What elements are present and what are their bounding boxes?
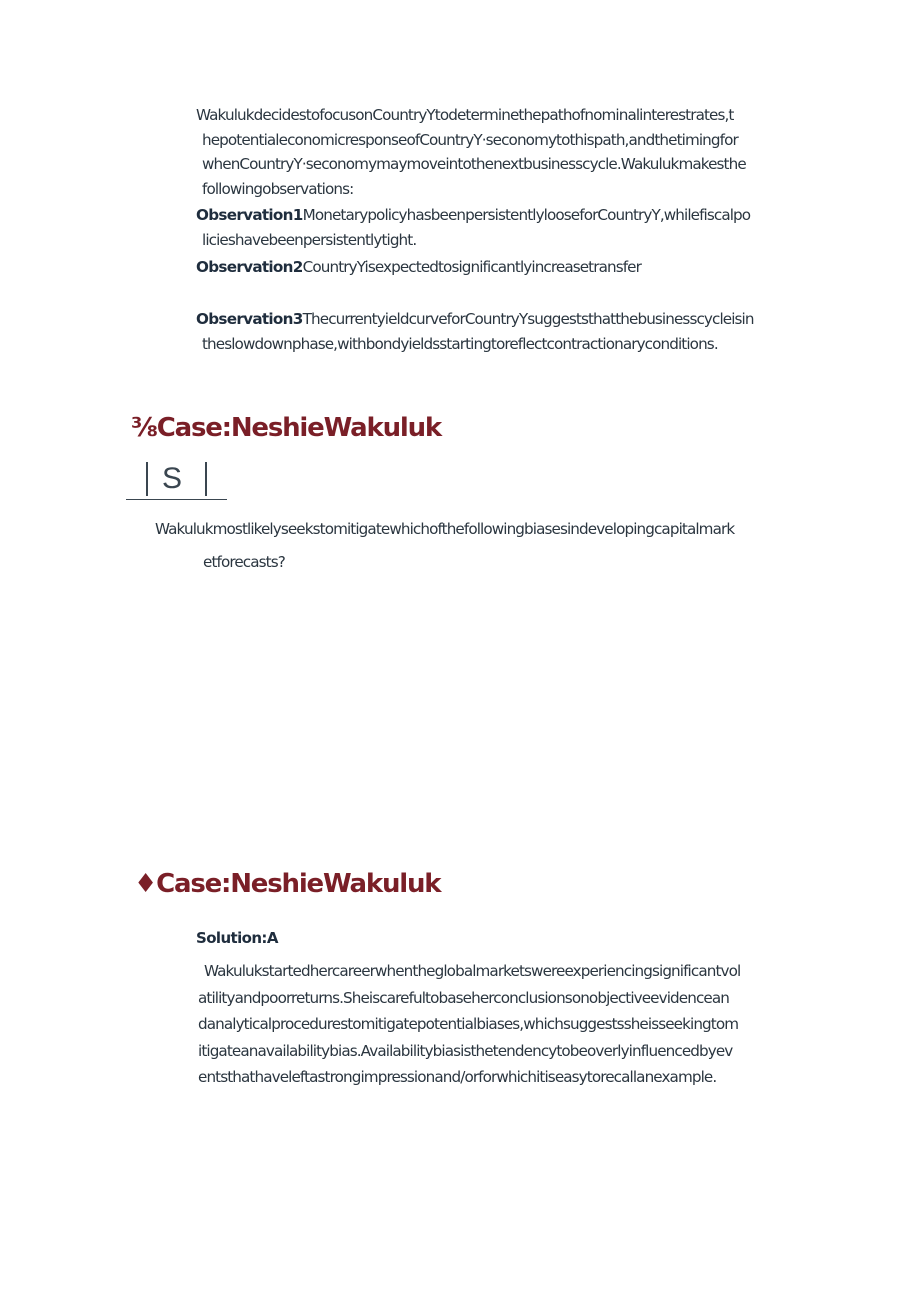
observation-label: Observation1 — [196, 206, 303, 224]
question-line: etforecasts? — [203, 553, 285, 571]
solution-line: atilityandpoorreturns.Sheiscarefultobaseherconclusionsonobjectiveevidencean — [198, 988, 729, 1007]
observation-3 — [196, 307, 754, 356]
intro-line: WakulukdecidestofocusonCountryYtodeterminethepathofnominalinterestrates,t — [196, 106, 734, 124]
observation-text: theslowdownphase,withbondyieldsstartingtoreflectcontractionaryconditions. — [202, 334, 718, 353]
case-heading-prefix: ⅜ — [131, 413, 157, 443]
solution-label: Solution:A — [196, 929, 278, 947]
intro-paragraph — [196, 103, 746, 201]
case-heading-text: Case:NeshieWakuluk — [156, 869, 441, 899]
intro-line: whenCountryY·seconomymaymoveintothenextbusinesscycle.Wakulukmakesthe — [202, 155, 746, 173]
case-heading-2 — [134, 869, 440, 899]
solution-line: entsthathaveleftastrongimpressionand/orforwhichitiseasytorecallanexample. — [198, 1068, 717, 1086]
intro-line: hepotentialeconomicresponseofCountryY·seconomytothispath,andthetimingfor — [202, 130, 738, 149]
intro-line: followingobservations: — [202, 179, 354, 198]
case-heading-1 — [131, 413, 441, 443]
solution-line: danalyticalprocedurestomitigatepotentialbiases,whichsuggestssheisseekingtom — [198, 1015, 739, 1033]
box-divider — [146, 462, 148, 496]
observation-text: ThecurrentyieldcurveforCountryYsuggeststhatthebusinesscycleisin — [302, 310, 754, 328]
observation-label: Observation2 — [196, 258, 303, 276]
question-line: Wakulukmostlikelyseekstomitigatewhichofthefollowingbiasesindevelopingcapitalmark — [155, 520, 735, 538]
observation-text: MonetarypolicyhasbeenpersistentlylooseforCountryY,whilefiscalpo — [302, 206, 751, 224]
observation-text: CountryYisexpectedtosignificantlyincreasetransfer — [302, 258, 641, 276]
s-letter-box — [126, 462, 227, 500]
observation-label: Observation3 — [196, 310, 303, 328]
observation-text: licieshavebeenpersistentlytight. — [202, 230, 417, 249]
observation-1 — [196, 203, 750, 252]
box-divider — [205, 462, 207, 496]
solution-paragraph — [198, 958, 740, 1091]
case-heading-text: Case:NeshieWakuluk — [156, 413, 441, 443]
observation-2 — [196, 255, 641, 280]
solution-line: Wakulukstartedhercareerwhentheglobalmarketswereexperiencingsignificantvol — [204, 962, 741, 980]
solution-line: itigateanavailabilitybias.Availabilitybiasisthetendencytobeoverlyinfluencedbyev — [198, 1041, 733, 1060]
case-heading-prefix: ♦ — [134, 869, 157, 899]
box-letter: S — [162, 462, 183, 495]
question-paragraph — [155, 513, 734, 579]
